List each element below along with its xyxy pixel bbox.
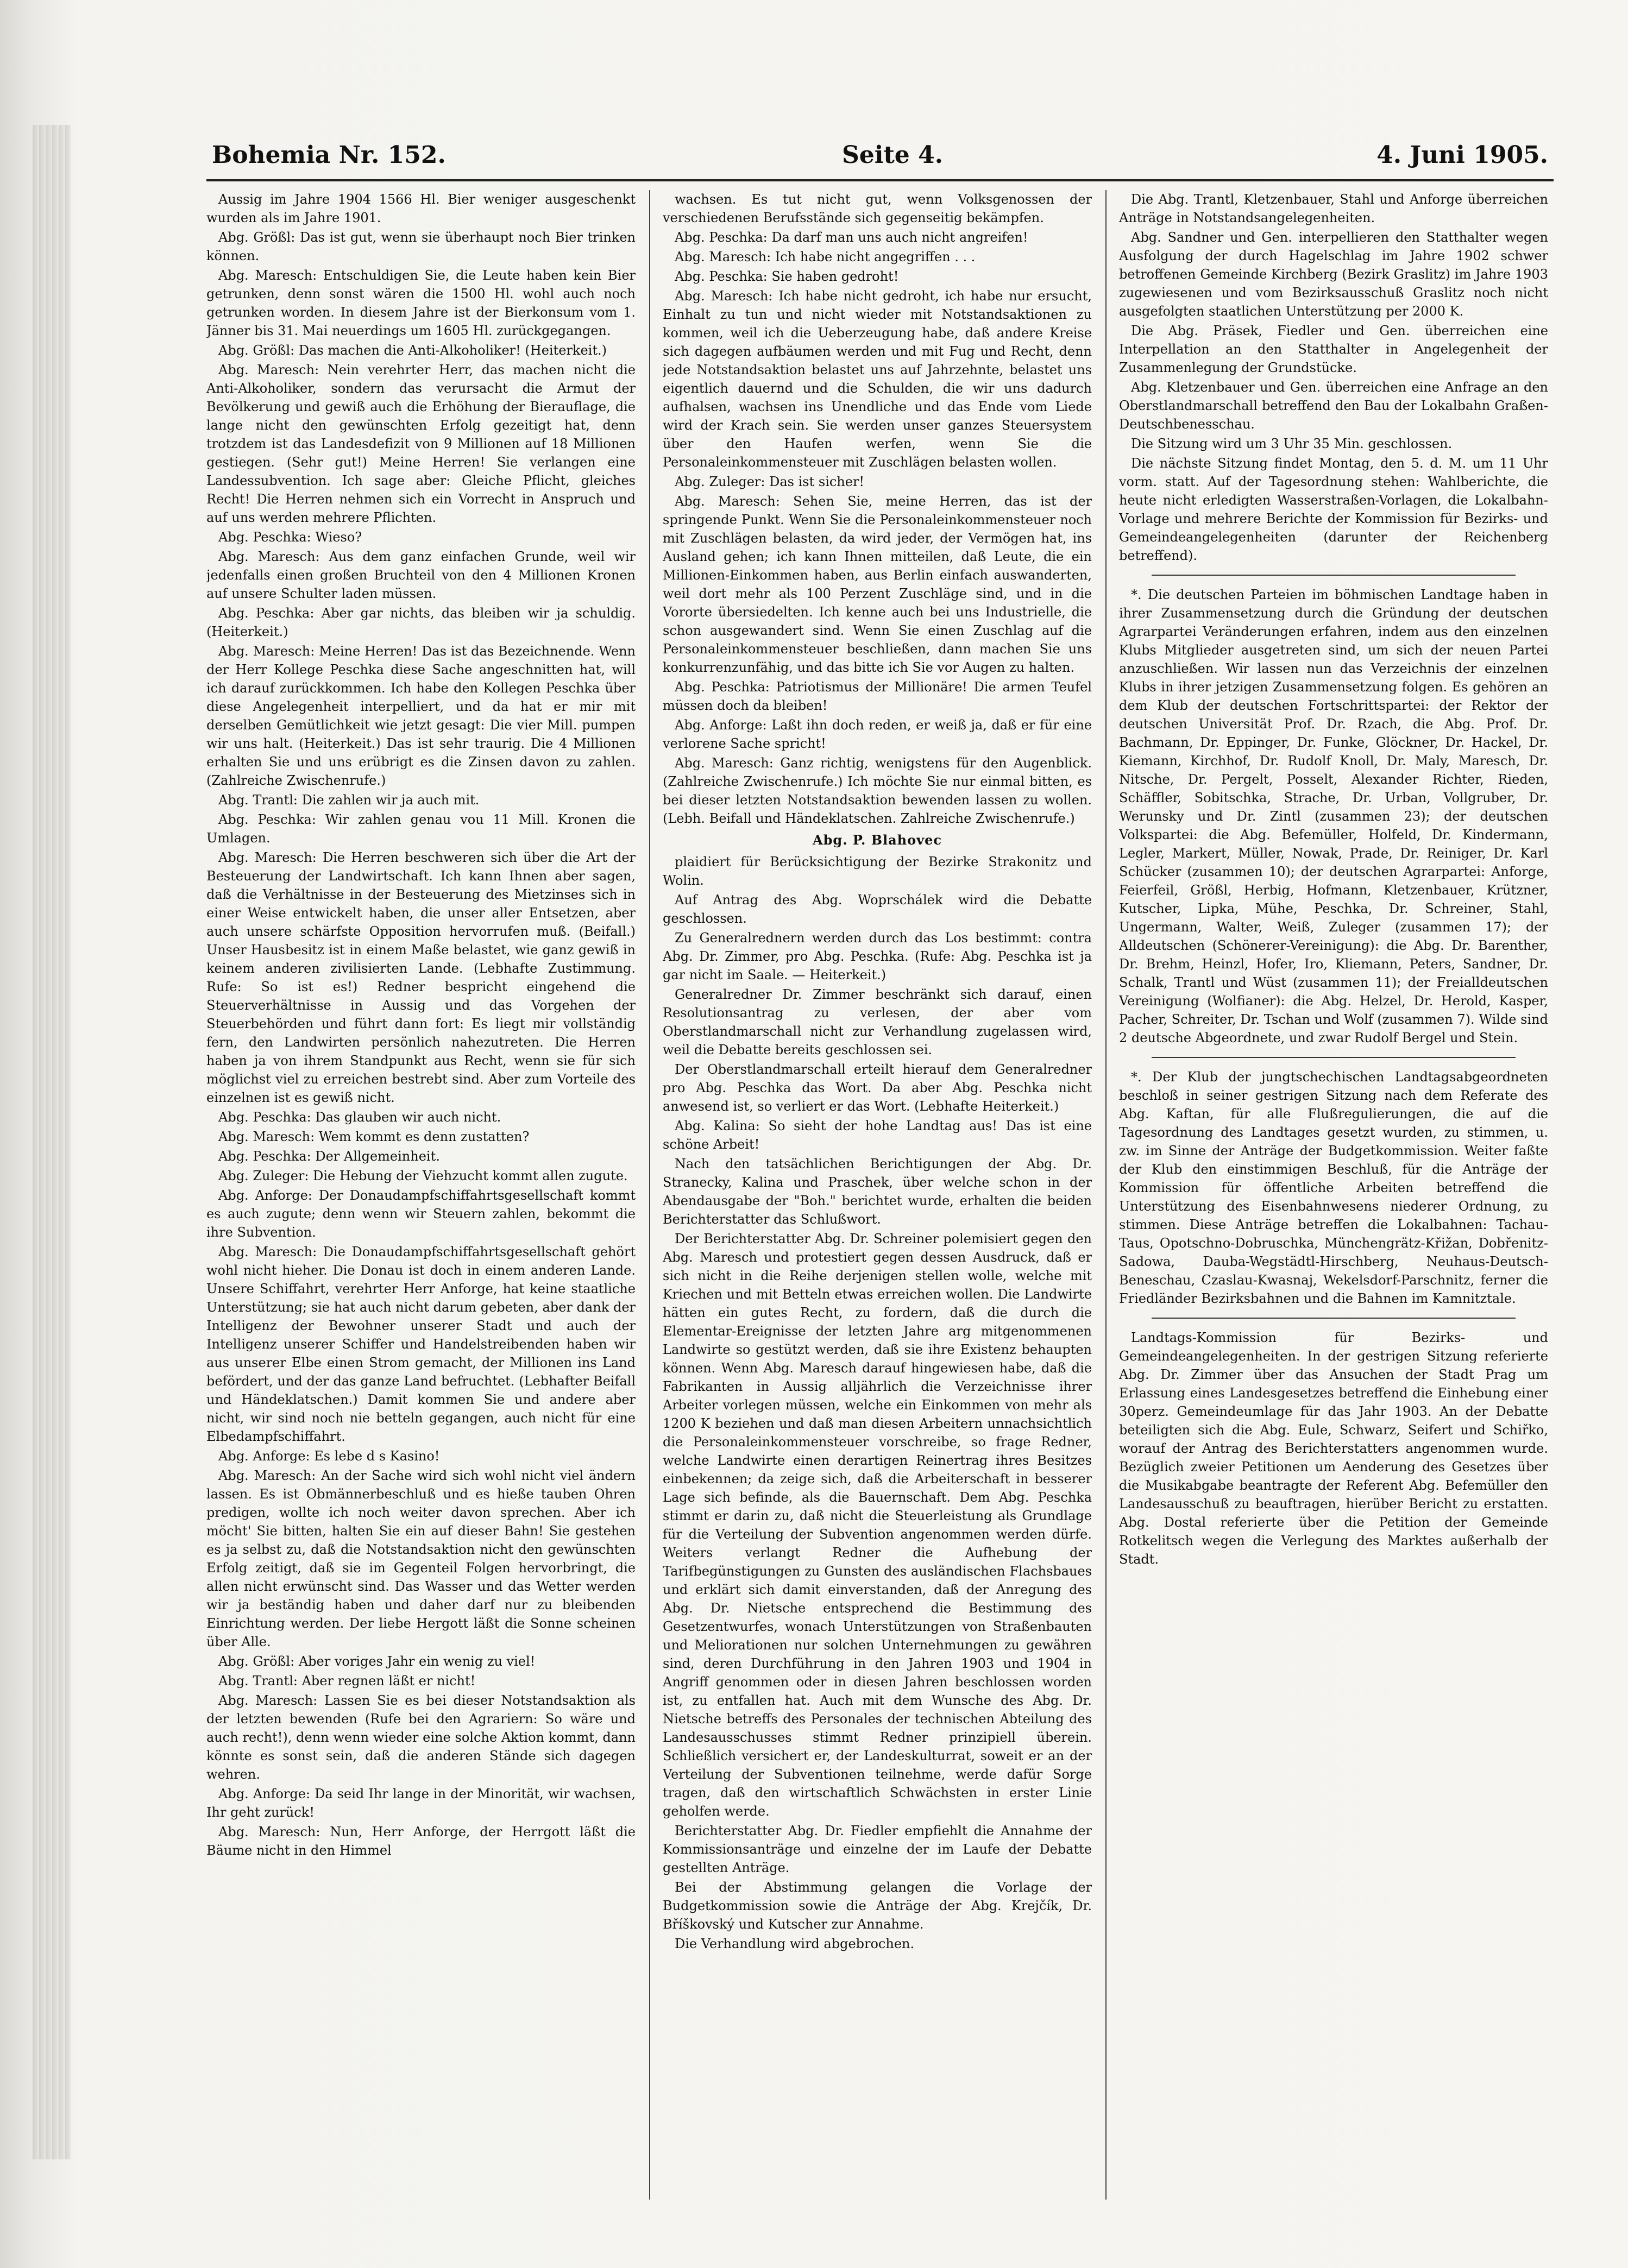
paragraph: Abg. Peschka: Wir zahlen genau vou 11 Mill. Kronen die Umlagen. [206,812,636,846]
paragraph: Abg. Peschka: Der Allgemeinheit. [218,1149,440,1164]
paragraph: Abg. Peschka: Da darf man uns auch nicht angreifen! [675,230,1028,245]
paragraph: Abg. Größl: Das machen die Anti-Alkoholiker! (Heiterkeit.) [218,343,607,358]
paragraph: Der Oberstlandmarschall erteilt hierauf dem Generalredner pro Abg. Peschka das Wort. Da aber Abg. Peschka nicht anwesend ist, so verliert er das Wort. (Lebhafte Heiterkeit.) [663,1062,1092,1114]
paragraph: Abg. Sandner und Gen. interpellieren den Statthalter wegen Ausfolgung der durch Hagelschlag im Jahre 1902 schwer betroffenen Gemeinde Kirchberg (Bezirk Graslitz) im Jahre 1903 zugewiesenen und vom Bezirksausschuß Graslitz noch nicht ausgefolgten staatlichen Unterstützung per 2000 K. [1119,230,1548,319]
stacked-page-edges [33,125,71,2159]
page-number: Seite 4. [842,141,944,169]
paragraph: Abg. Kalina: So sieht der hohe Landtag aus! Das ist eine schöne Arbeit! [663,1118,1092,1152]
paragraph: Abg. Maresch: Ich habe nicht gedroht, ich habe nur ersucht, Einhalt zu tun und nicht wieder mit Notstandsaktionen zu kommen, weil ich die Ueberzeugung habe, daß andere Kreise sich dagegen aufbäumen werden und mit Fug und Recht, denn jede Notstandsaktion belastet uns auf Jahrzehnte, belastet uns eigentlich dauernd und die Schulden, die wir uns dadurch aufhalsen, wachsen ins Unendliche und das Ende vom Liede wird der Krach sein. Sie werden unser ganzes Steuersystem über den Haufen werfen, wenn Sie die Personaleinkommensteuer mit Zuschlägen belasten wollen. [663,288,1092,470]
paragraph: Bei der Abstimmung gelangen die Vorlage der Budgetkommission sowie die Anträge der Abg. Krejčík, Dr. Bříškovský und Kutscher zur Annahme. [663,1880,1092,1932]
paragraph: Abg. Anforge: Da seid Ihr lange in der Minorität, wir wachsen, Ihr geht zurück! [206,1786,636,1820]
paragraph: Abg. Maresch: Ich habe nicht angegriffen . . . [675,249,976,264]
paragraph: Abg. Zuleger: Das ist sicher! [675,474,865,489]
paragraph: Abg. Anforge: Es lebe d s Kasino! [218,1448,440,1464]
paragraph: Abg. Anforge: Laßt ihn doch reden, er weiß ja, daß er für eine verlorene Sache spricht! [663,717,1092,751]
paragraph: Abg. Maresch: Sehen Sie, meine Herren, das ist der springende Punkt. Wenn Sie die Personaleinkommensteuer noch mit Zuschlägen belasten, da wird jeder, der Vermögen hat, ins Ausland gehen; ich kann Ihnen mitteilen, daß Leute, die ein Millionen-Einkommen haben, aus Berlin einfach auswanderten, weil dort mehr als 100 Perzent Zuschläge sind, und in die Vororte übersiedelten. Ich kenne auch bei uns Industrielle, die schon ausgewandert sind. Wenn Sie einen Zuschlag auf die Personaleinkommensteuer beschließen, dann machen Sie uns konkurrenzunfähig, und das bitte ich Sie vor Augen zu halten. [663,494,1092,675]
paragraph: Der Berichterstatter Abg. Dr. Schreiner polemisiert gegen den Abg. Maresch und protestiert gegen dessen Ausdruck, daß er sich nicht in die Reihe derjenigen stellen wolle, welche mit Kriechen und mit Betteln etwas erreichen wollen. Die Landwirte hätten ein gutes Recht, zu fordern, daß die durch die Elementar-Ereignisse der letzten Jahre arg mitgenommenen Landwirte so gestützt werden, daß sie ihre Existenz behaupten können. Wenn Abg. Maresch darauf hingewiesen habe, daß die Fabrikanten in Aussig alljährlich die Verzeichnisse ihrer Arbeiter vorlegen müssen, welche ein Einkommen von mehr als 1200 K beziehen und daß man diesen Arbeitern unnachsichtlich die Personaleinkommensteuer vorschreibe, so frage Redner, welche Landwirte einen derartigen Reinertrag ihres Besitzes einbekennen; da zeige sich, daß die Arbeiterschaft in besserer Lage sich befinde, als die Bauernschaft. Dem Abg. Peschka stimmt er darin zu, daß nicht die Steuerleistung als Grundlage für die Verteilung der Subvention angenommen werden dürfe. Weiters verlangt Redner die Aufhebung der Tarifbegünstigungen zu Gunsten des ausländischen Flachsbaues und erklärt sich damit einverstanden, daß der Anregung des Abg. Dr. Nietsche entsprechend die Bestimmung des Gesetzentwurfes, wonach Unterstützungen von Straßenbauten und Meliorationen nur solchen Unternehmungen zu gewähren sind, deren Durchführung in den Jahren 1903 und 1904 in Angriff genommen oder in diesen Jahren beschlossen worden ist, zu entfallen hat. Auch mit dem Wunsche des Abg. Dr. Nietsche betreffs des Personales der technischen Abteilung des Landesausschusses stimmt Redner prinzipiell überein. Schließlich versichert er, der Landeskulturrat, soweit er an der Verteilung der Subventionen teilnehme, werde dafür Sorge tragen, daß den wirtschaftlich Schwächsten in erster Linie geholfen werde. [663,1231,1092,1819]
paragraph: Abg. Peschka: Sie haben gedroht! [675,269,899,284]
paragraph: Abg. Trantl: Aber regnen läßt er nicht! [218,1673,476,1689]
paragraph: Abg. Maresch: Meine Herren! Das ist das Bezeichnende. Wenn der Herr Kollege Peschka diese Sache angeschnitten hat, will ich darauf zurückkommen. Ich habe den Kollegen Peschka über diese Angelegenheit interpelliert, und da hat er mir mit derselben Gemütlichkeit wie jetzt gesagt: Die vier Mill. pumpen wir uns halt. (Heiterkeit.) Das ist sehr traurig. Die 4 Millionen erhalten Sie und uns erübrigt es die Zinsen davon zu zahlen. (Zahlreiche Zwischenrufe.) [206,644,636,788]
paragraph: Abg. Maresch: An der Sache wird sich wohl nicht viel ändern lassen. Es ist Obmännerbeschluß und es hieße tauben Ohren predigen, wollte ich noch weiter davon sprechen. Aber ich möcht' Sie bitten, halten Sie ein auf dieser Bahn! Sie gestehen es ja selbst zu, daß die Notstandsaktion nicht den gewünschten Erfolg zeitigt, daß sie im Gegenteil Folgen hervorbringt, die allen nicht erwünscht sind. Das Wasser und das Wetter werden wir ja beständig haben und daher darf nur zu bleibenden Einrichtung werden. Der liebe Hergott läßt die Sonne scheinen über Alle. [206,1468,636,1649]
paragraph: Abg. Maresch: Lassen Sie es bei dieser Notstandsaktion als der letzten bewenden (Rufe bei den Agrariern: So wäre und auch recht!), denn wenn wieder eine solche Aktion kommt, dann könnte es sonst sein, daß die anderen Stände sich dagegen wehren. [206,1693,636,1782]
paragraph: *. Die deutschen Parteien im böhmischen Landtage haben in ihrer Zusammensetzung durch die Gründung der deutschen Agrarpartei Veränderungen erfahren, indem aus den einzelnen Klubs Mitglieder ausgetreten sind, um sich der neuen Partei anzuschließen. Wir lassen nun das Verzeichnis der einzelnen Klubs in ihrer jetzigen Zusammensetzung folgen. Es gehören an dem Klub der deutschen Fortschrittspartei: der Rektor der deutschen Universität Prof. Dr. Rzach, die Abg. Prof. Dr. Bachmann, Dr. Eppinger, Dr. Funke, Glöckner, Dr. Hackel, Dr. Kiemann, Kirchhof, Dr. Rudolf Knoll, Dr. Maly, Maresch, Dr. Nitsche, Dr. Pergelt, Posselt, Alexander Richter, Rieden, Schäffler, Sobitschka, Strache, Dr. Urban, Vollgruber, Dr. Werunsky und Dr. Zintl (zusammen 23); der deutschen Volkspartei: die Abg. Befemüller, Holfeld, Dr. Kindermann, Legler, Markert, Müller, Nowak, Prade, Dr. Reiniger, Dr. Karl Schücker (zusammen 10); der deutschen Agrarpartei: Anforge, Feierfeil, Größl, Herbig, Hofmann, Kletzenbauer, Krützner, Kutscher, Lipka, Mühe, Peschka, Dr. Schreiner, Stahl, Ungermann, Walter, Weiß, Zuleger (zusammen 17); der Alldeutschen (Schönerer-Vereinigung): die Abg. Dr. Barenther, Dr. Brehm, Heinzl, Hofer, Iro, Kliemann, Peters, Sandner, Dr. Schalk, Trantl und Wüst (zusammen 11); der Freialldeutschen Vereinigung (Wolfianer): die Abg. Helzel, Dr. Herold, Kasper, Pacher, Schreiter, Dr. Tschan und Wolf (zusammen 7). Wilde sind 2 deutsche Abgeordnete, und zwar Rudolf Bergel und Stein. [1119,587,1548,1045]
paragraph: Abg. Kletzenbauer und Gen. überreichen eine Anfrage an den Oberstlandmarschall betreffend den Bau der Lokalbahn Graßen-Deutschbenesschau. [1119,380,1548,432]
page-header [206,130,1554,181]
paragraph: wachsen. Es tut nicht gut, wenn Volksgenossen der verschiedenen Berufsstände sich gegenseitig bekämpfen. [663,192,1092,225]
paragraph: Die Abg. Präsek, Fiedler und Gen. überreichen eine Interpellation an den Statthalter in Angelegenheit der Zusammenlegung der Grundstücke. [1119,323,1548,375]
paragraph: Die Abg. Trantl, Kletzenbauer, Stahl und Anforge überreichen Anträge in Notstandsangelegenheiten. [1119,192,1548,225]
paragraph: Generalredner Dr. Zimmer beschränkt sich darauf, einen Resolutionsantrag zu verlesen, der aber vom Oberstlandmarschall nicht zur Verhandlung zugelassen wird, weil die Debatte bereits geschlossen sei. [663,987,1092,1057]
paragraph: plaidiert für Berücksichtigung der Bezirke Strakonitz und Wolin. [663,854,1092,888]
paragraph: Abg. Größl: Das ist gut, wenn sie überhaupt noch Bier trinken können. [206,230,636,263]
paragraph: Abg. P. Blahovec [813,832,942,848]
paragraph: Auf Antrag des Abg. Woprschálek wird die Debatte geschlossen. [663,892,1092,926]
newspaper-page [206,130,1554,2205]
paragraph: Abg. Maresch: Nun, Herr Anforge, der Herrgott läßt die Bäume nicht in den Himmel [206,1824,636,1858]
paragraph: Abg. Maresch: Nein verehrter Herr, das machen nicht die Anti-Alkoholiker, sondern das verursacht die Armut der Bevölkerung und gewiß auch die Erhöhung der Bierauflage, die lange nicht den gewünschten Erfolg gezeitigt hat, denn trotzdem ist das Landesdefizit von 9 Millionen auf 18 Millionen gestiegen. (Sehr gut!) Meine Herren! Sie verlangen eine Landessubvention. Ich sage aber: Gleiche Pflicht, gleiches Recht! Die Herren nehmen sich ein Vorrecht in Anspruch und auf uns werden mehrere Pflichten. [206,362,636,525]
paragraph: Abg. Maresch: Die Donaudampfschiffahrtsgesellschaft gehört wohl nicht hieher. Die Donau ist doch in einem anderen Lande. Unsere Schiffahrt, verehrter Herr Anforge, hat keine staatliche Unterstützung; sie hat auch nicht darum gebeten, aber dank der Intelligenz der Bewohner unserer Stadt und auch der Intelligenz unserer Schiffer und Handelstreibenden haben wir aus unserer Elbe einen Strom gemacht, der Millionen ins Land befördert, und der das ganze Land befruchtet. (Lebhafter Beifall und Händeklatschen.) Damit kommen Sie und andere aber nicht, wir sind noch nie betteln gegangen, auch nicht für eine Elbedampfschiffahrt. [206,1244,636,1444]
paragraph: Abg. Maresch: Entschuldigen Sie, die Leute haben kein Bier getrunken, denn sonst wären die 1500 Hl. wohl auch noch getrunken worden. In diesem Jahre ist der Bierkonsum vom 1. Jänner bis 31. Mai neuerdings um 1605 Hl. zurückgegangen. [206,268,636,338]
paragraph: Abg. Peschka: Patriotismus der Millionäre! Die armen Teufel müssen doch da bleiben! [663,679,1092,713]
paragraph: *. Der Klub der jungtschechischen Landtagsabgeordneten beschloß in seiner gestrigen Sitzung nach dem Referate des Abg. Kaftan, für alle Flußregulierungen, die auf die Tagesordnung des Landtages gesetzt wurden, zu stimmen, u. zw. im Sinne der Anträge der Budgetkommission. Weiter faßte der Klub den einstimmigen Beschluß, für die Anträge der Kommission für öffentliche Arbeiten betreffend die Unterstützung des Eisenbahnwesens niederer Ordnung, zu stimmen. Diese Anträge betreffen die Lokalbahnen: Tachau-Taus, Opotschno-Dobruschka, Münchengrätz-Křižan, Dobřenitz-Sadowa, Dauba-Wegstädtl-Hirschberg, Neuhaus-Deutsch-Beneschau, Czaslau-Kwasnaj, Wekelsdorf-Parschnitz, ferner die Friedländer Bezirksbahnen und die Bahnen im Kamnitztale. [1119,1069,1548,1306]
paragraph: Zu Generalrednern werden durch das Los bestimmt: contra Abg. Dr. Zimmer, pro Abg. Peschka. (Rufe: Abg. Peschka ist ja gar nicht im Saale. — Heiterkeit.) [663,930,1092,982]
paragraph: Abg. Peschka: Wieso? [218,530,362,545]
issue-date: 4. Juni 1905. [1376,141,1548,169]
paragraph: Abg. Maresch: Die Herren beschweren sich über die Art der Besteuerung der Landwirtschaft. Ich kann Ihnen aber sagen, daß die Verhältnisse in der Besteuerung des Mietzinses sich in einer Weise entwickelt haben, die unser aller Entsetzen, aber auch unsere schärfste Opposition hervorrufen muß. (Beifall.) Unser Hausbesitz ist in einem Maße belastet, wie ganz gewiß in keinem anderen zivilisierten Lande. (Lebhafte Zustimmung. Rufe: So ist es!) Redner bespricht eingehend die Steuerverhältnisse in Aussig und das Vorgehen der Steuerbehörden und führt dann fort: Es liegt mir vollständig fern, den Landwirten persönlich nahezutreten. Die Herren haben ja von ihrem Standpunkt aus Recht, wenn sie für sich möglichst viel zu erreichen bestrebt sind. Aber zum Vorteile des einzelnen ist es gewiß nicht. [206,850,636,1105]
paragraph: Berichterstatter Abg. Dr. Fiedler empfiehlt die Annahme der Kommissionsanträge und einzelne der im Laufe der Debatte gestellten Anträge. [663,1823,1092,1875]
paragraph: Landtags-Kommission für Bezirks- und Gemeindeangelegenheiten. In der gestrigen Sitzung referierte Abg. Dr. Zimmer über das Ansuchen der Stadt Prag um Erlassung eines Landesgesetzes betreffend die Einhebung einer 30perz. Gemeindeumlage für das Jahr 1903. An der Debatte beteiligten sich die Abg. Eule, Schwarz, Seifert und Schiřko, worauf der Antrag des Berichterstatters angenommen wurde. Bezüglich zweier Petitionen um Aenderung des Gesetzes über die Musikabgabe beantragte der Referent Abg. Befemüller den Landesausschuß zu beauftragen, hierüber Bericht zu erstatten. Abg. Dostal referierte über die Petition der Gemeinde Rotkelitsch wegen die Verlegung des Marktes außerhalb der Stadt. [1119,1330,1548,1567]
paragraph: Nach den tatsächlichen Berichtigungen der Abg. Dr. Stranecky, Kalina und Praschek, über welche schon in der Abendausgabe der "Boh." berichtet wurde, erhalten die beiden Berichterstatter das Schlußwort. [663,1156,1092,1227]
paragraph: Abg. Maresch: Wem kommt es denn zustatten? [218,1129,530,1144]
paragraph: Abg. Größl: Aber voriges Jahr ein wenig zu viel! [218,1654,536,1669]
paragraph: Abg. Peschka: Aber gar nichts, das bleiben wir ja schuldig. (Heiterkeit.) [206,606,636,639]
paragraph: Abg. Maresch: Ganz richtig, wenigstens für den Augenblick. (Zahlreiche Zwischenrufe.) Ich möchte Sie nur einmal bitten, es bei dieser letzten Notstandsaktion bewenden lassen zu wollen. (Lebh. Beifall und Händeklatschen. Zahlreiche Zwischenrufe.) [663,755,1092,826]
paragraph: Abg. Anforge: Der Donaudampfschiffahrtsgesellschaft kommt es auch zugute; denn wenn wir Steuern zahlen, bekommt die ihre Subvention. [206,1188,636,1240]
paragraph: Abg. Zuleger: Die Hebung der Viehzucht kommt allen zugute. [218,1168,628,1183]
paragraph: Abg. Trantl: Die zahlen wir ja auch mit. [218,792,480,808]
paragraph: Die Sitzung wird um 3 Uhr 35 Min. geschlossen. [1131,436,1453,451]
paragraph: Die Verhandlung wird abgebrochen. [675,1936,915,1951]
paragraph: Aussig im Jahre 1904 1566 Hl. Bier weniger ausgeschenkt wurden als im Jahre 1901. [206,192,636,225]
masthead-issue: Bohemia Nr. 152. [212,141,446,169]
paragraph: Die nächste Sitzung findet Montag, den 5. d. M. um 11 Uhr vorm. statt. Auf der Tagesordnung stehen: Wahlberichte, die heute nicht erledigten Wasserstraßen-Vorlagen, die Lokalbahn-Vorlage und mehrere Berichte der Kommission für Bezirks- und Gemeindeangelegenheiten (darunter der Reichenberg betreffend). [1119,456,1548,563]
paragraph: Abg. Peschka: Das glauben wir auch nicht. [218,1110,501,1125]
paragraph: Abg. Maresch: Aus dem ganz einfachen Grunde, weil wir jedenfalls einen großen Bruchteil von den 4 Millionen Kronen auf unsere Schulter laden müssen. [206,549,636,601]
